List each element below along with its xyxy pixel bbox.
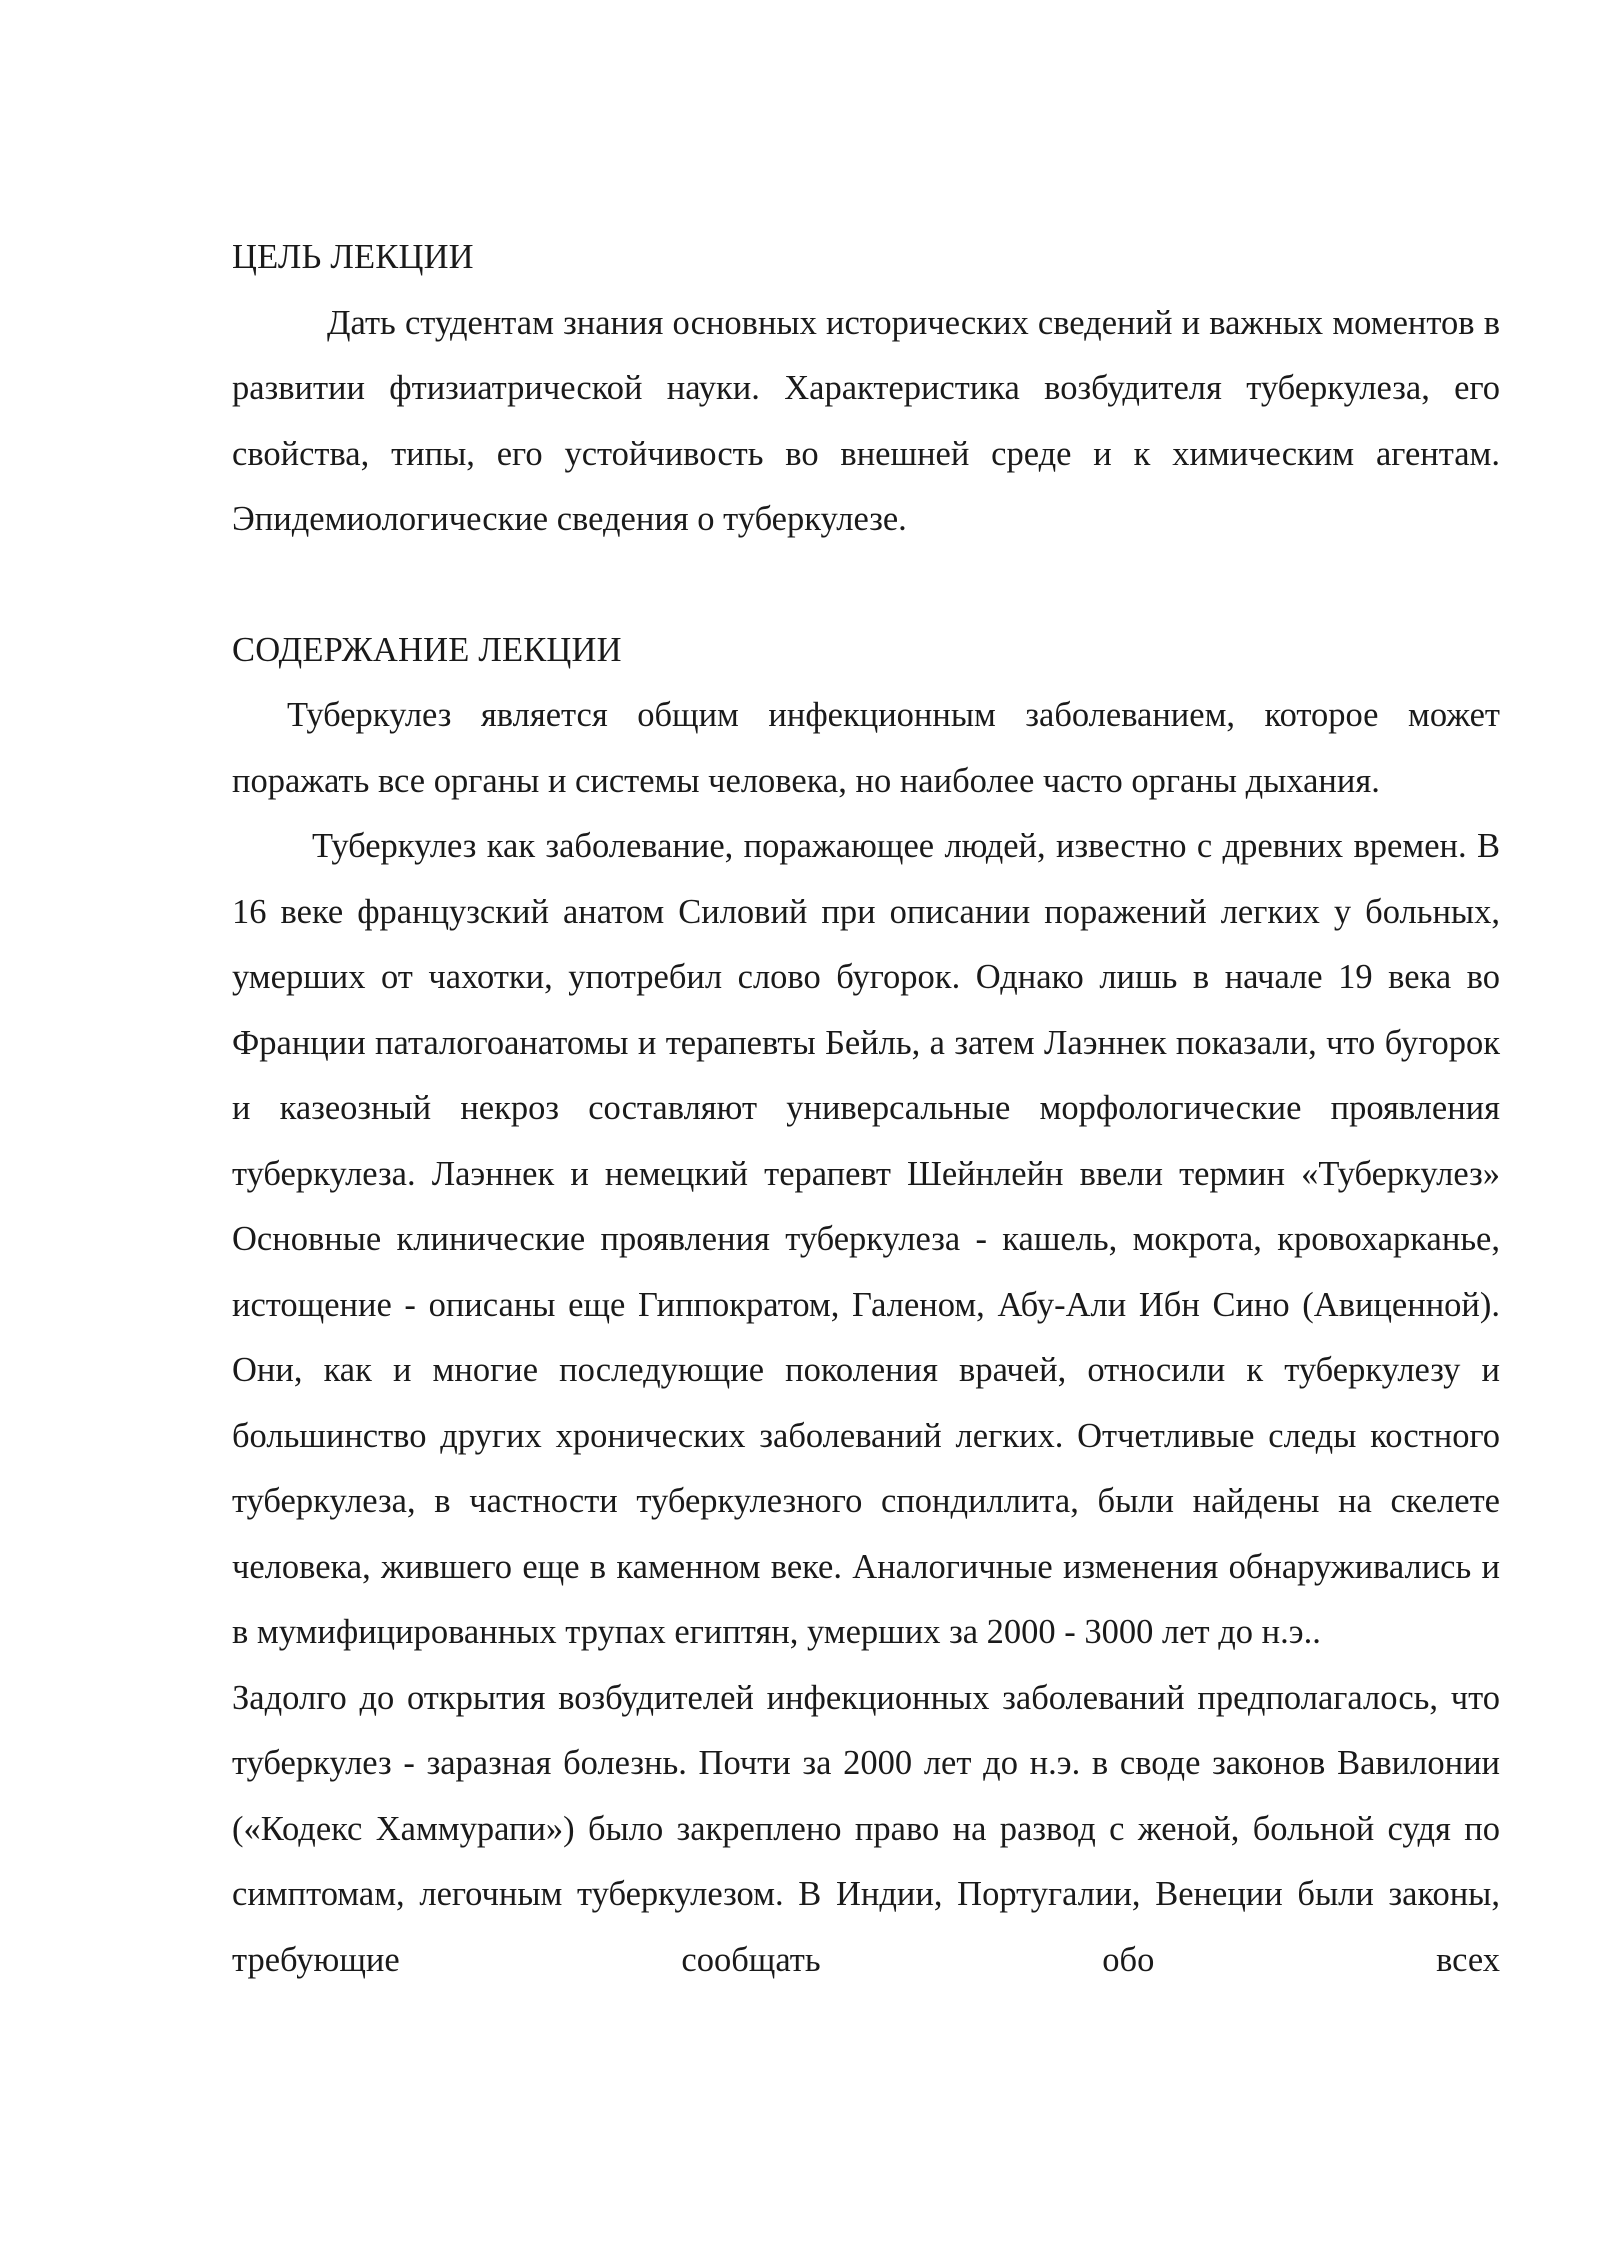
section-heading-content: СОДЕРЖАНИЕ ЛЕКЦИИ [232, 630, 622, 669]
section-heading-goal: ЦЕЛЬ ЛЕКЦИИ [232, 238, 474, 276]
section-spacer [232, 553, 1500, 618]
document-page [232, 225, 1500, 1993]
content-paragraph-1: Туберкулез является общим инфекционным заболеванием, которое может поражать все органы и системы человека, но наиболее часто органы дыхания. [232, 696, 1500, 800]
goal-paragraph: Дать студентам знания основных исторических сведений и важных моментов в развитии фтизиатрической науки. Характеристика возбудителя туберкулеза, его свойства, типы, его устойчивость во внешней среде и к химическим агентам. Эпидемиологические сведения о туберкулезе. [232, 303, 1500, 538]
content-paragraph-2: Туберкулез как заболевание, поражающее людей, известно с древних времен. В 16 веке французский анатом Силовий при описании поражений легких у больных, умерших от чахотки, употребил слово бугорок. Однако лишь в начале 19 века во Франции паталогоанатомы и терапевты Бейль, а затем Лаэннек показали, что бугорок и казеозный некроз составляют универсальные морфологические проявления туберкулеза. Лаэннек и немецкий терапевт Шейнлейн ввели термин «Туберкулез» Основные клинические проявления туберкулеза - кашель, мокрота, кровохарканье, истощение - описаны еще Гиппократом, Галеном, Абу-Али Ибн Сино (Авиценной). Они, как и многие последующие поколения врачей, относили к туберкулезу и большинство других хронических заболеваний легких. Отчетливые следы костного туберкулеза, в частности туберкулезного спондиллита, были найдены на скелете человека, жившего еще в каменном веке. Аналогичные изменения обнаруживались и в мумифицированных трупах египтян, умерших за 2000 - 3000 лет до н.э.. [232, 827, 1500, 1651]
content-paragraph-3: Задолго до открытия возбудителей инфекционных заболеваний предполагалось, что туберкулез - заразная болезнь. Почти за 2000 лет до н.э. в своде законов Вавилонии («Кодекс Хаммурапи») было закреплено право на развод с женой, больной судя по симптомам, легочным туберкулезом. В Индии, Португалии, Венеции были законы, требующие сообщать обо всех [232, 1678, 1500, 1979]
